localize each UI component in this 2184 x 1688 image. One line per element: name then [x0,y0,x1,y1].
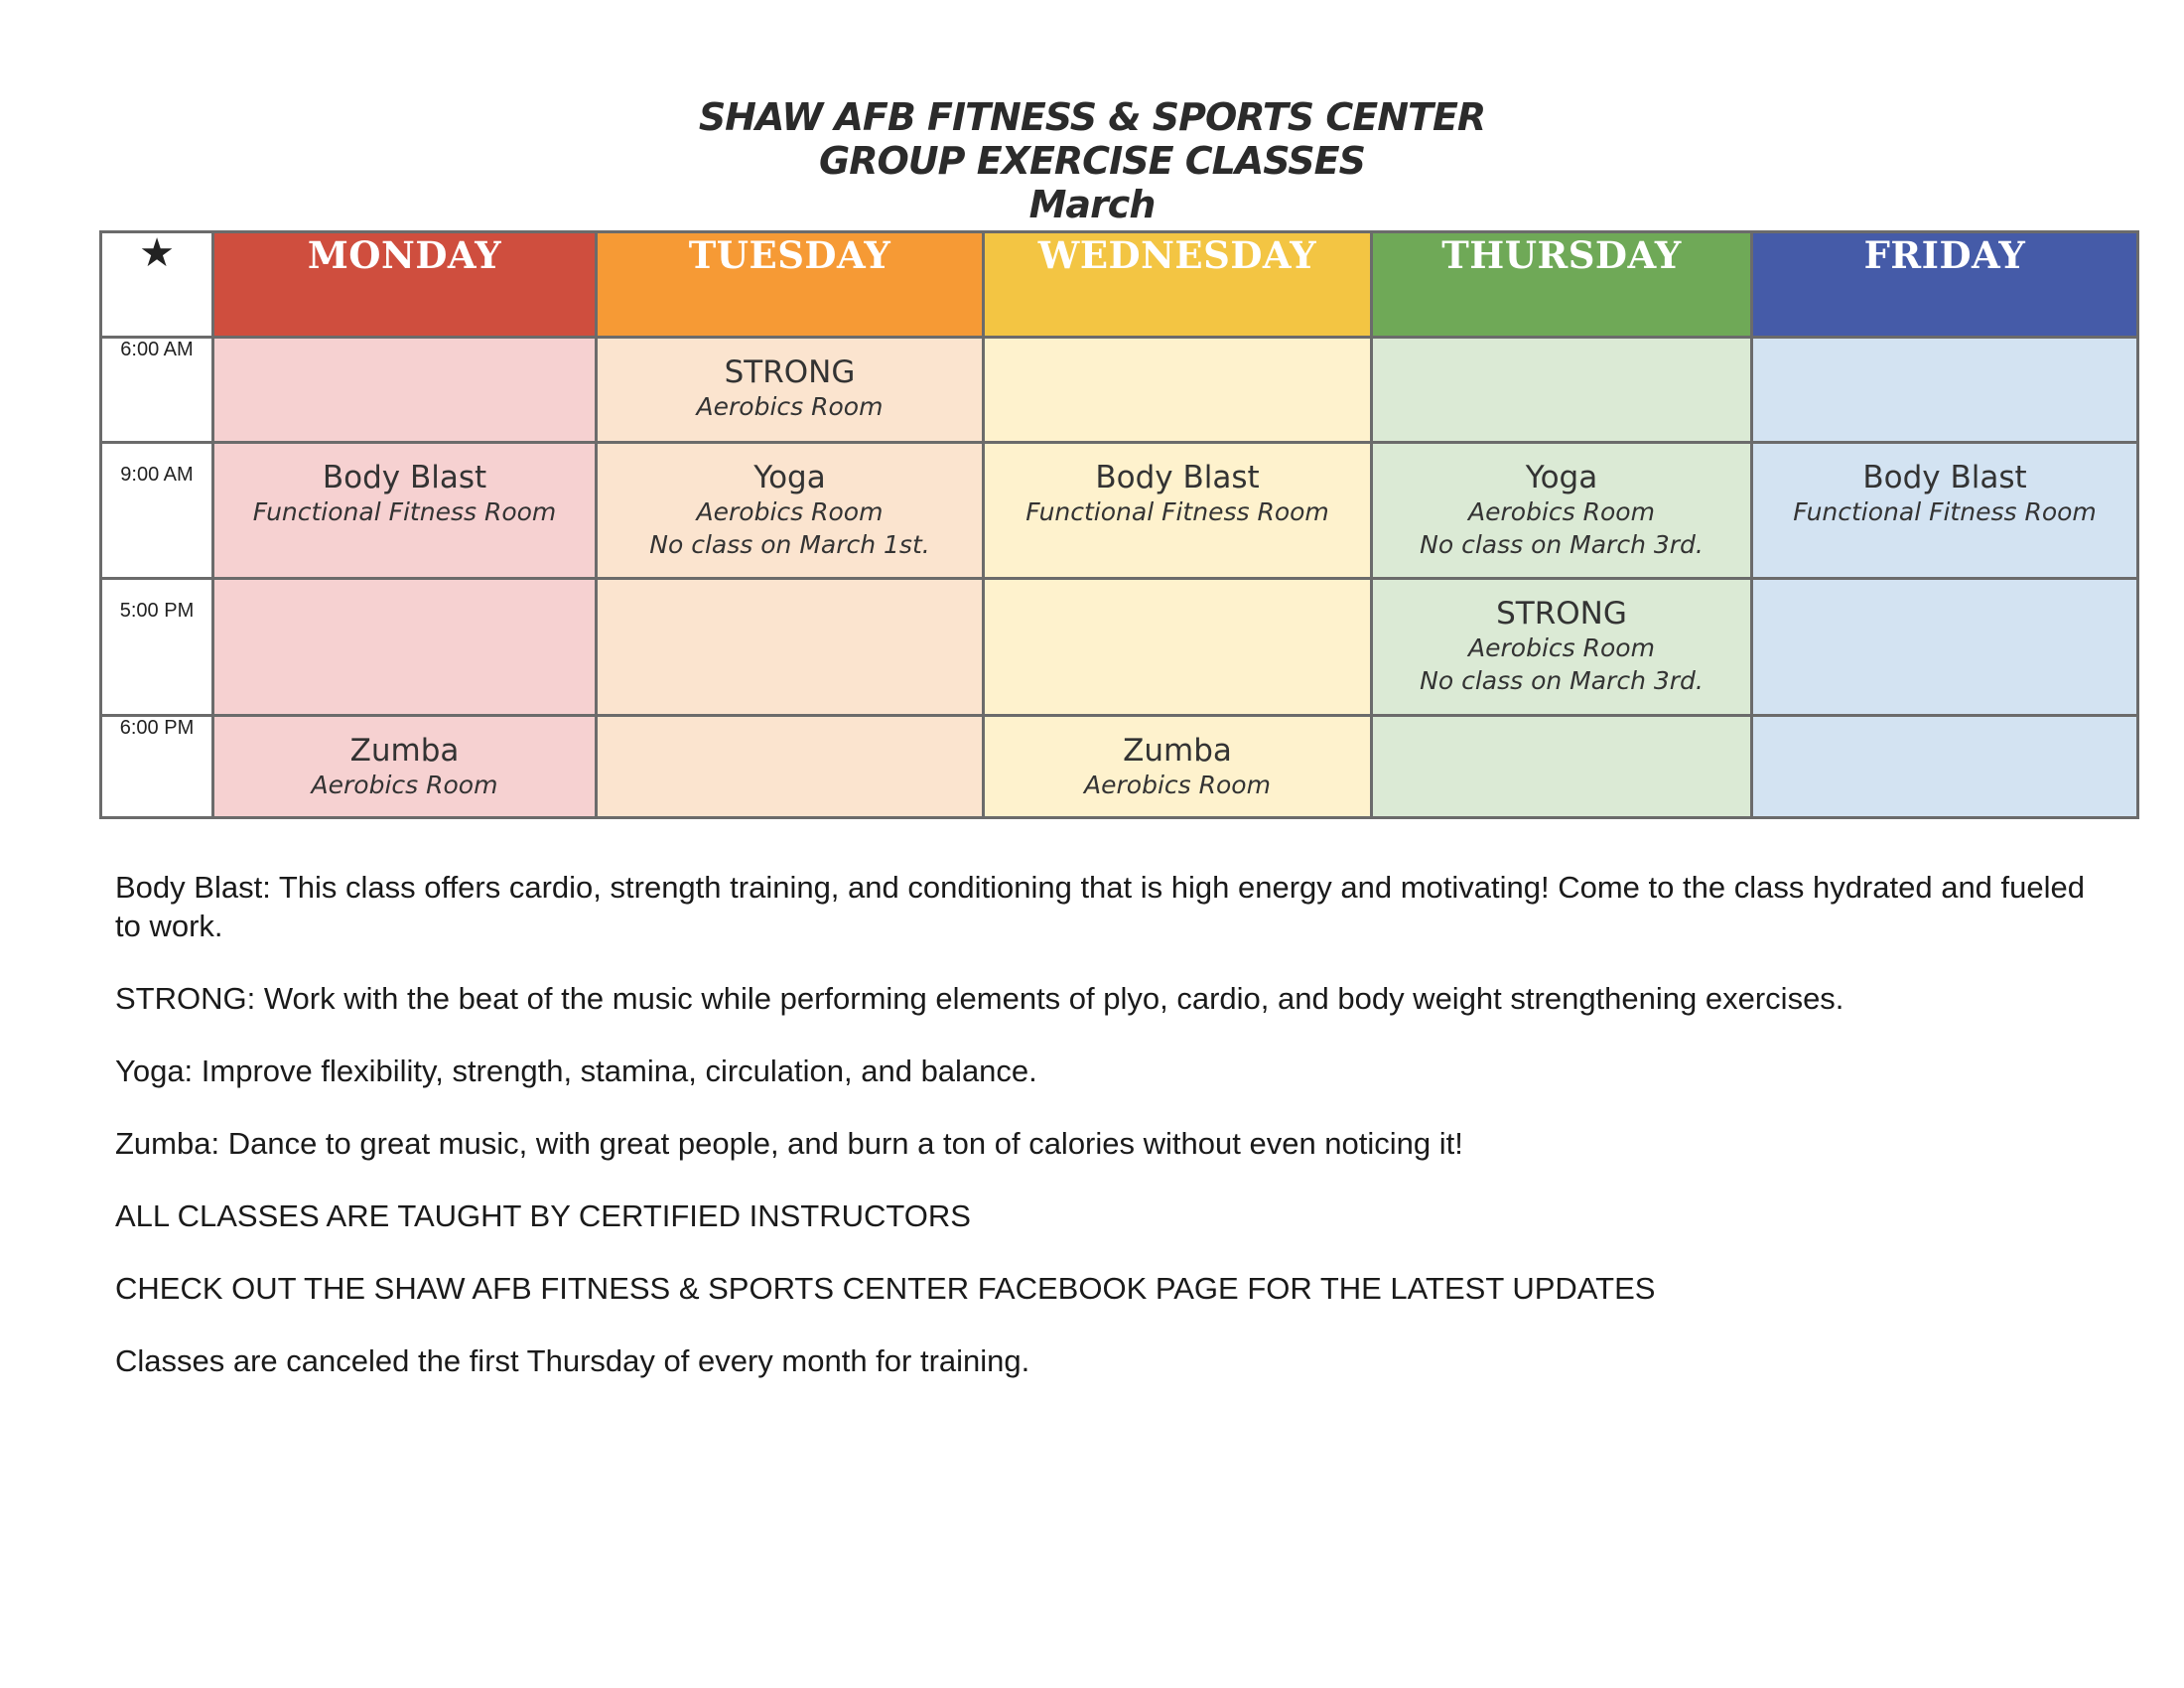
time-row-6am [101,338,2138,443]
slot-thu-9am [1372,443,1752,579]
day-header-wednesday: WEDNESDAY [984,232,1372,338]
class-note: No class on March 3rd. [1420,530,1704,559]
class-name: Body Blast [1095,460,1260,495]
time-row-9am [101,443,2138,579]
star-icon: ★ [139,230,175,276]
schedule-table [99,230,2139,819]
slot-fri-5pm [1752,579,2138,716]
note-strong: STRONG: Work with the beat of the music while performing elements of plyo, cardio, and body weight strengthening exercises. [115,981,1844,1016]
time-row-6pm [101,716,2138,818]
header-row [101,232,2138,338]
slot-tue-6pm [597,716,984,818]
class-room: Aerobics Room [1468,633,1655,662]
slot-wed-9am [984,443,1372,579]
slot-mon-6pm [213,716,597,818]
class-name: Yoga [753,460,826,495]
time-row-5pm [101,579,2138,716]
class-room: Aerobics Room [1084,771,1271,799]
note-body-blast: Body Blast: This class offers cardio, strength training, and conditioning that is high energy and motivating! Come to the class hydrated and fueled to work. [115,870,2085,943]
slot-fri-6pm [1752,716,2138,818]
slot-wed-6pm [984,716,1372,818]
time-label: 6:00 AM [101,338,213,443]
slot-mon-5pm [213,579,597,716]
time-label: 9:00 AM [101,443,213,579]
note-zumba: Zumba: Dance to great music, with great people, and burn a ton of calories without even noticing it! [115,1126,1463,1161]
slot-wed-5pm [984,579,1372,716]
class-room: Functional Fitness Room [1025,497,1329,526]
class-room: Functional Fitness Room [252,497,557,526]
class-room: Functional Fitness Room [1793,497,2097,526]
class-name: Body Blast [1862,460,2027,495]
note-instructors: ALL CLASSES ARE TAUGHT BY CERTIFIED INSTRUCTORS [115,1198,971,1233]
day-header-tuesday: TUESDAY [597,232,984,338]
time-label: 6:00 PM [101,716,213,818]
slot-tue-5pm [597,579,984,716]
note-facebook: CHECK OUT THE SHAW AFB FITNESS & SPORTS CENTER FACEBOOK PAGE FOR THE LATEST UPDATES [115,1271,1656,1306]
class-note: No class on March 1st. [649,530,930,559]
class-name: Body Blast [322,460,487,495]
slot-tue-6am [597,338,984,443]
class-name: Yoga [1525,460,1598,495]
class-room: Aerobics Room [696,497,884,526]
class-name: STRONG [1496,596,1627,632]
slot-mon-9am [213,443,597,579]
day-header-friday: FRIDAY [1752,232,2138,338]
class-note: No class on March 3rd. [1420,666,1704,695]
title-month: March [1028,183,1156,226]
page-title [0,95,2184,226]
slot-thu-6am [1372,338,1752,443]
class-name: Zumba [1123,733,1232,769]
title-line-1: SHAW AFB FITNESS & SPORTS CENTER [698,95,1486,139]
class-descriptions [115,868,2101,1414]
slot-fri-9am [1752,443,2138,579]
note-cancellation: Classes are canceled the first Thursday of every month for training. [115,1343,1030,1378]
day-header-monday: MONDAY [213,232,597,338]
day-header-thursday: THURSDAY [1372,232,1752,338]
slot-thu-6pm [1372,716,1752,818]
slot-thu-5pm [1372,579,1752,716]
title-line-2: GROUP EXERCISE CLASSES [819,139,1365,183]
class-room: Aerobics Room [696,392,884,421]
class-name: STRONG [724,354,856,390]
class-room: Aerobics Room [311,771,498,799]
slot-tue-9am [597,443,984,579]
class-name: Zumba [349,733,460,769]
slot-fri-6am [1752,338,2138,443]
note-yoga: Yoga: Improve flexibility, strength, stamina, circulation, and balance. [115,1054,1037,1088]
class-room: Aerobics Room [1468,497,1655,526]
slot-mon-6am [213,338,597,443]
slot-wed-6am [984,338,1372,443]
corner-cell [101,232,213,338]
time-label: 5:00 PM [101,579,213,716]
